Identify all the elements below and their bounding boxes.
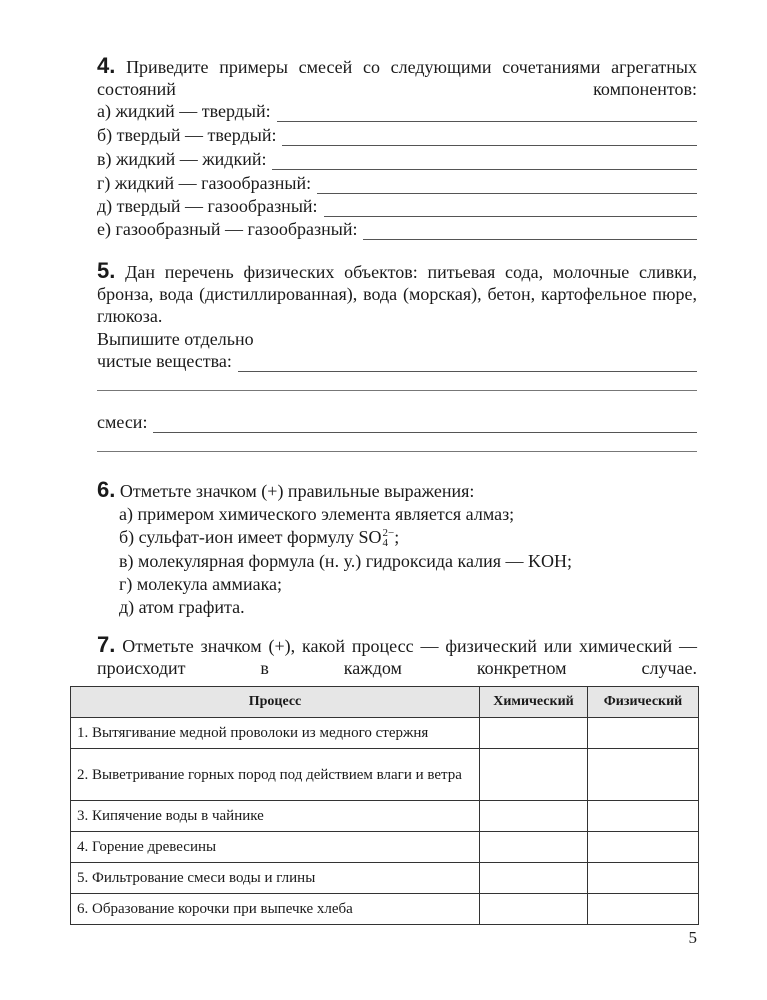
punctuation: ; bbox=[394, 527, 400, 547]
process-cell: 1. Вытягивание медной проволоки из медного стержня bbox=[71, 718, 480, 749]
physical-cell[interactable] bbox=[588, 801, 699, 832]
task6-item-a: а) примером химического элемента является алмаз; bbox=[119, 504, 515, 524]
task4-item-c bbox=[97, 148, 697, 170]
subscript: 4 bbox=[382, 536, 388, 549]
task6-item-d: г) молекула аммиака; bbox=[119, 574, 283, 594]
task4-item-a bbox=[97, 100, 697, 122]
task4-item-f bbox=[97, 218, 697, 240]
task6-item-b-text: б) сульфат-ион имеет формулу SO bbox=[119, 527, 382, 547]
physical-cell[interactable] bbox=[588, 832, 699, 863]
physical-cell[interactable] bbox=[588, 894, 699, 925]
chemical-cell[interactable] bbox=[480, 718, 588, 749]
process-cell: 6. Образование корочки при выпечке хлеба bbox=[71, 894, 480, 925]
table-row bbox=[71, 832, 699, 863]
process-table bbox=[70, 686, 699, 925]
page-number: 5 bbox=[688, 928, 697, 947]
task4-item-label: г) жидкий — газообразный: bbox=[97, 173, 312, 193]
task6-item-b bbox=[119, 526, 399, 549]
chemical-cell[interactable] bbox=[480, 749, 588, 801]
answer-line[interactable] bbox=[277, 105, 697, 122]
answer-line[interactable] bbox=[97, 390, 697, 391]
task6-statement bbox=[97, 479, 697, 502]
answer-line[interactable] bbox=[97, 451, 697, 452]
task4-item-label: е) газообразный — газообразный: bbox=[97, 219, 358, 239]
task5-number: 5. bbox=[97, 258, 116, 283]
task5-instruction bbox=[97, 328, 254, 350]
answer-line[interactable] bbox=[317, 177, 697, 194]
task4-text: Приведите примеры смесей со следующими сочетаниями агрегатных состояний компонентов: bbox=[97, 57, 697, 99]
physical-cell[interactable] bbox=[588, 863, 699, 894]
task4-number: 4. bbox=[97, 53, 116, 78]
process-cell: 4. Горение древесины bbox=[71, 832, 480, 863]
mixtures-label: смеси: bbox=[97, 412, 148, 432]
table-row bbox=[71, 863, 699, 894]
answer-line[interactable] bbox=[324, 200, 697, 217]
answer-line[interactable] bbox=[282, 129, 697, 146]
chemical-cell[interactable] bbox=[480, 801, 588, 832]
table-row bbox=[71, 718, 699, 749]
task4-item-label: д) твердый — газообразный: bbox=[97, 196, 318, 216]
process-cell: 5. Фильтрование смеси воды и глины bbox=[71, 863, 480, 894]
chemical-cell[interactable] bbox=[480, 832, 588, 863]
header-chemical: Химический bbox=[480, 687, 588, 718]
pure-substances-label: чистые вещества: bbox=[97, 351, 232, 371]
task4-item-label: а) жидкий — твердый: bbox=[97, 101, 271, 121]
header-physical: Физический bbox=[588, 687, 699, 718]
chemical-cell[interactable] bbox=[480, 863, 588, 894]
task4-item-d bbox=[97, 172, 697, 194]
sulfate-charge bbox=[382, 528, 394, 548]
answer-line[interactable] bbox=[238, 355, 697, 372]
table-row bbox=[71, 749, 699, 801]
process-cell: 3. Кипячение воды в чайнике bbox=[71, 801, 480, 832]
task4-item-label: в) жидкий — жидкий: bbox=[97, 149, 267, 169]
instruction-text: Выпишите отдельно bbox=[97, 329, 254, 349]
task7-text: Отметьте значком (+), какой процесс — физический или химический — происходит в каждом конкретном случае. bbox=[97, 636, 697, 678]
process-cell: 2. Выветривание горных пород под действием влаги и ветра bbox=[71, 749, 480, 801]
task5-mixtures-row bbox=[97, 411, 697, 433]
table-row bbox=[71, 801, 699, 832]
task7-number: 7. bbox=[97, 632, 116, 657]
task6-item-c: в) молекулярная формула (н. у.) гидроксида калия — KOH; bbox=[119, 551, 573, 571]
header-process: Процесс bbox=[71, 687, 480, 718]
physical-cell[interactable] bbox=[588, 718, 699, 749]
task5-pure-row bbox=[97, 350, 697, 372]
task4-item-b bbox=[97, 124, 697, 146]
task6-number: 6. bbox=[97, 477, 116, 502]
answer-line[interactable] bbox=[363, 223, 697, 240]
task5-text: Дан перечень физических объектов: питьевая сода, молочные сливки, бронза, вода (дистиллированная), вода (морская), бетон, картофельное пюре, глюкоза. bbox=[97, 262, 697, 326]
task6-text: Отметьте значком (+) правильные выражения: bbox=[119, 481, 475, 501]
superscript: 2− bbox=[382, 526, 395, 539]
answer-line[interactable] bbox=[153, 416, 697, 433]
table-row bbox=[71, 894, 699, 925]
answer-line[interactable] bbox=[272, 153, 697, 170]
task6-item-e: д) атом графита. bbox=[119, 597, 245, 617]
chemical-cell[interactable] bbox=[480, 894, 588, 925]
physical-cell[interactable] bbox=[588, 749, 699, 801]
task4-item-e bbox=[97, 195, 697, 217]
table-header-row bbox=[71, 687, 699, 718]
task4-item-label: б) твердый — твердый: bbox=[97, 125, 277, 145]
